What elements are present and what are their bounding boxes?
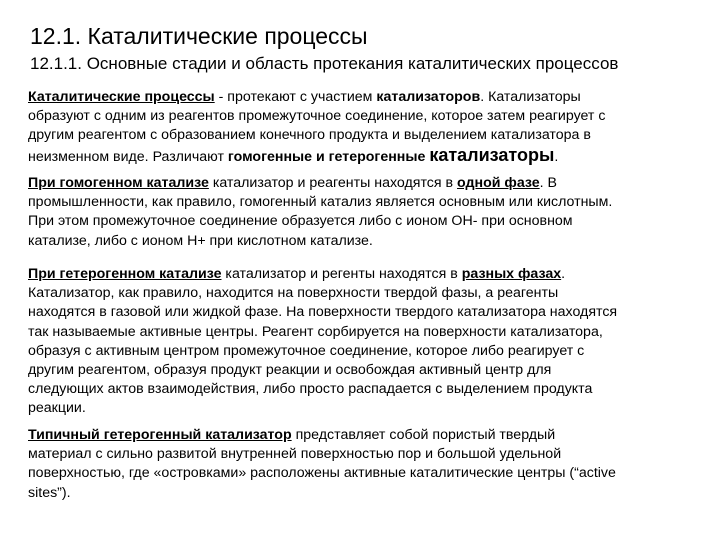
- text-line: [28, 265, 708, 284]
- text-line: Катализатор, как правило, находится на поверхности твердой фазы, а реагенты: [28, 285, 559, 302]
- text-line: [28, 146, 708, 167]
- term-typical-catalyst: Типичный гетерогенный катализатор: [28, 427, 292, 443]
- slide-title: 12.1. Каталитические процессы: [30, 23, 368, 49]
- slide-subtitle: 12.1.1. Основные стадии и область протекания каталитических процессов: [30, 54, 619, 73]
- text-line: материал с сильно развитой внутренней поверхностью пор и большой удельной: [28, 446, 562, 463]
- text-fragment: . Катализаторы: [480, 89, 581, 105]
- text-line: следующих актов взаимодействия, либо просто распадается с выделением продукта: [28, 381, 593, 398]
- term-catalytic-processes: Каталитические процессы: [28, 89, 215, 105]
- term-catalysts: катализаторов: [376, 89, 481, 105]
- text-line: образуют с одним из реагентов промежуточное соединение, которое затем реагирует с: [28, 108, 606, 125]
- text-line: другим реагентом, образуя продукт реакции и освобождая активный центр для: [28, 362, 552, 379]
- text-line: образуя с активным центром промежуточное соединение, которое либо реагирует с: [28, 342, 585, 359]
- text-fragment: .: [561, 266, 566, 282]
- paragraph-homogeneous-catalysis: [28, 174, 708, 251]
- text-fragment: . В: [539, 175, 557, 191]
- text-fragment: катализатор и регенты находятся в: [221, 266, 462, 282]
- text-line: При этом промежуточное соединение образуется либо с ионом ОН- при основном: [28, 213, 573, 230]
- text-fragment: .: [554, 148, 559, 165]
- text-fragment: неизменном виде. Различают: [28, 148, 228, 165]
- term-homogeneous-catalysis: При гомогенном катализе: [28, 175, 209, 191]
- text-line: [28, 174, 708, 193]
- term-one-phase: одной фазе: [457, 175, 540, 191]
- text-line: так называемые активные центры. Реагент сорбируется на поверхности катализатора,: [28, 323, 603, 340]
- text-fragment: - протекают с участием: [214, 89, 377, 105]
- text-line: реакции.: [28, 400, 86, 417]
- text-line: [28, 88, 708, 107]
- text-line: катализе, либо с ионом Н+ при кислотном катализе.: [28, 232, 373, 249]
- term-heterogeneous-catalysis: При гетерогенном катализе: [28, 266, 222, 282]
- term-homo-hetero: гомогенные и гетерогенные: [227, 148, 430, 165]
- paragraph-typical-catalyst: [28, 426, 708, 503]
- paragraph-heterogeneous-catalysis: [28, 265, 708, 419]
- text-fragment: катализатор и реагенты находятся в: [208, 175, 458, 191]
- text-line: sites”).: [28, 484, 71, 501]
- term-catalysts-large: катализаторы: [429, 144, 555, 165]
- text-line: поверхностью, где «островками» расположены активные каталитические центры (“active: [28, 465, 616, 482]
- text-line: другим реагентом с образованием конечного продукта и выделением катализатора в: [28, 127, 591, 144]
- paragraph-catalytic-processes: [28, 88, 708, 167]
- text-line: [28, 426, 708, 445]
- text-line: находятся в газовой или жидкой фазе. На поверхности твердого катализатора находятся: [28, 304, 618, 321]
- text-fragment: представляет собой пористый твердый: [291, 427, 556, 443]
- term-different-phases: разных фазах: [461, 266, 562, 282]
- text-line: промышленности, как правило, гомогенный катализ является основным или кислотным.: [28, 194, 613, 211]
